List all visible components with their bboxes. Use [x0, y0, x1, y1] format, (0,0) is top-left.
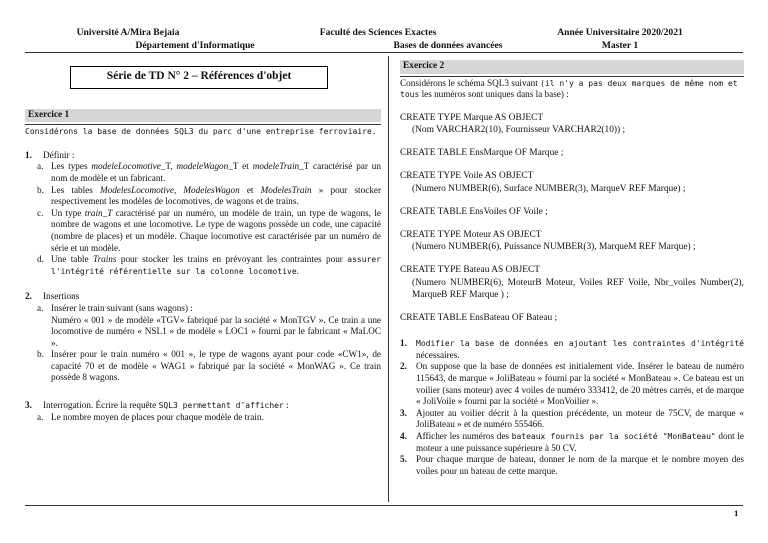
question-3: 3. Interrogation. Écrire la requête SQL3 permettant d'afficher : a. Le nombre moyen de places pour chaque modèle de train. [25, 400, 381, 423]
question-number: 1. [25, 149, 32, 160]
code-block: CREATE TYPE Bateau AS OBJECT (Numero NUMBER(6), MoteurB Moteur, Voiles REF Voile, Nbr_voiles Number(2), MarqueB REF Marque ) ; [400, 265, 744, 300]
column-separator [388, 56, 389, 502]
exercise-2-question-5: 5. Pour chaque marque de bateau, donner le nom de la marque et le nombre moyen des voiles pour un bateau de cette marque. [400, 454, 744, 476]
question-1d: d. Une table Trains pour stocker les trains en prévoyant les contraintes pour assurer l'intégrité référentielle sur la colonne locomotive. [37, 254, 381, 276]
exercise-2-questions [400, 338, 744, 477]
exercise-2-question-3: 3. Ajouter au voilier décrit à la question précédente, un moteur de 75CV, de marque « JoliBateau » et de numéro 555466. [400, 407, 744, 430]
question-1 [25, 150, 381, 278]
right-column [400, 60, 744, 477]
exercise-2-question-1: 1. Modifier la base de données en ajoutant les contraintes d'intégrité nécessaires. [400, 338, 744, 360]
faculty-name: Faculté des Sciences Exactes [319, 27, 437, 38]
left-column [25, 56, 381, 423]
code-block: CREATE TABLE EnsMarque OF Marque ; [400, 148, 564, 159]
code-block: CREATE TYPE Voile AS OBJECT (Numero NUMBER(6), Surface NUMBER(3), MarqueV REF Marque) ; [400, 171, 686, 194]
page-number: 1 [734, 508, 739, 518]
question-1c: c. Un type train_T caractérisé par un numéro, un modèle de train, un type de wagons, le nombre de wagons et une locomotive. Le type de wagons possède un code, une capacité (nombre de places) et un modèle. Chaque locomotive est caractérisée par un numéro de série et un modèle. [37, 207, 381, 253]
exercise-1-heading: Exercice 1 [25, 109, 381, 123]
question-2: 2. Insertions a. Insérer le train suivant (sans wagons) : Numéro « 001 » de modèle «TGV» fabriqué par la société « MonTGV ». Ce train a une locomotive de numéro « NSL1 » de modèle « LOC1 » fourni par le fabricant « MaLOC ». b. Insérer pour le train numéro « 001 », le type de wagons ayant pour code «CW1», de capacité 70 et de modèle « WAG1 » fabriqué par la société « MonWAG ». Ce train possède 8 wagons. [25, 291, 381, 383]
question-1a: a. Les types modeleLocomotive_T, modeleWagon_T et modeleTrain_T caractérisé par un nom de modèle et un fabricant. [37, 161, 381, 183]
header-rule [25, 52, 743, 53]
exercise-2-heading: Exercice 2 [400, 60, 744, 74]
sql-schema [400, 112, 744, 324]
exercise-2-rule [400, 76, 744, 77]
code-block: CREATE TABLE EnsBateau OF Bateau ; [400, 313, 558, 324]
exercise-2-intro: Considérons le schéma SQL3 suivant (il n'y a pas deux marques de même nom et tous les numéros sont uniques dans la base) : [400, 77, 738, 100]
question-2b: b. Insérer pour le train numéro « 001 », le type de wagons ayant pour code «CW1», de capacité 70 et de modèle « WAG1 » fabriqué par la société « MonWAG ». Ce train possède 8 wagons. [37, 349, 381, 383]
exercise-1-intro: Considérons la base de données SQL3 du parc d'une entreprise ferroviaire. [25, 127, 377, 137]
exercise-1 [25, 109, 381, 424]
university-name: Université A/Mira Bejaia [76, 27, 180, 38]
code-block: CREATE TABLE EnsVoiles OF Voile ; [400, 206, 548, 217]
study-level: Master 1 [601, 40, 639, 51]
question-2a: a. Insérer le train suivant (sans wagons) : [37, 302, 193, 313]
question-1b: b. Les tables ModelesLocomotive, ModelesWagon et ModelesTrain » pour stocker respectivement les modèles de locomotives, de wagons et de trains. [37, 184, 382, 207]
footer-rule [25, 505, 743, 506]
exercise-2-question-4: 4. Afficher les numéros des bateaux fournis par la société "MonBateau" dont le moteur a une puissance supérieure à 50 CV. [400, 430, 745, 453]
question-3a: a. Le nombre moyen de places pour chaque modèle de train. [37, 411, 264, 422]
academic-year: Année Universitaire 2020/2021 [557, 27, 683, 38]
code-block: CREATE TYPE Moteur AS OBJECT (Numero NUMBER(6), Puissance NUMBER(3), MarqueM REF Marque) ; [400, 230, 696, 253]
question-2a-detail: Numéro « 001 » de modèle «TGV» fabriqué par la société « MonTGV ». Ce train a une locomotive de numéro « NSL1 » de modèle « LOC1 » fourni par le fabricant « MaLOC ». [51, 314, 381, 348]
code-block: CREATE TYPE Marque AS OBJECT (Nom VARCHAR2(10), Fournisseur VARCHAR2(10)) ; [400, 112, 626, 135]
department-name: Département d'Informatique [135, 40, 255, 51]
course-name: Bases de données avancées [393, 40, 503, 51]
document-title: Série de TD N° 2 – Références d'objet [70, 66, 328, 89]
exercise-1-rule [25, 124, 381, 125]
exercise-2-question-2: 2. On suppose que la base de données est initialement vide. Insérer le bateau de numéro 115643, de marque « JoliBateau » fourni par la société « MonBateau ». Ce bateau est un voilier (sans moteur) avec 4 voiles de numéro 333412, de 20 mètres carrés, et de marque « JoliVoile » fourni par la société « MonVoilier ». [400, 361, 744, 407]
question-label: Définir : [43, 149, 75, 160]
